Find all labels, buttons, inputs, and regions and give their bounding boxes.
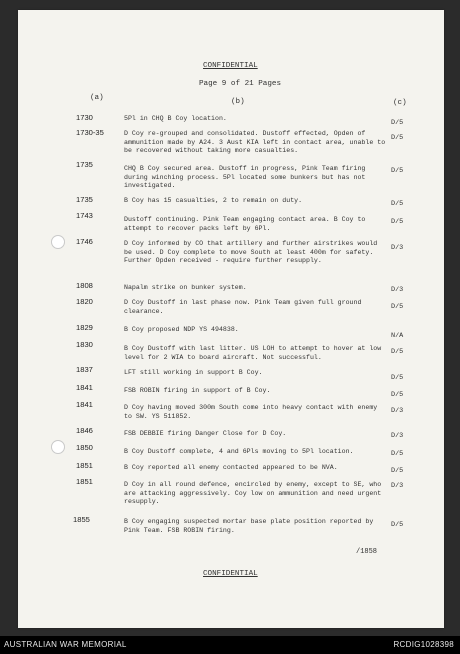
entry-ref: D/5 bbox=[391, 521, 404, 529]
entry-text: FSB DEBBIE firing Danger Close for D Coy. bbox=[124, 430, 287, 437]
entry-time: 1746 bbox=[76, 237, 93, 246]
entry-time: 1830 bbox=[76, 340, 93, 349]
entry-text: Napalm strike on bunker system. bbox=[124, 284, 247, 291]
entry-time: 1841 bbox=[76, 400, 93, 409]
entry-text: D Coy having moved 300m South come into heavy contact with enemy to SW. YS 511852. bbox=[124, 404, 378, 420]
entry-time: 1846 bbox=[76, 426, 93, 435]
entry-ref: N/A bbox=[391, 332, 404, 340]
entry-ref: D/3 bbox=[391, 244, 404, 252]
classification-bottom: CONFIDENTIAL bbox=[203, 570, 258, 578]
footer-source: AUSTRALIAN WAR MEMORIAL bbox=[4, 640, 127, 649]
entry-time: 1829 bbox=[76, 323, 93, 332]
entry-time: 1841 bbox=[76, 383, 93, 392]
entry-text: CHQ B Coy secured area. Dustoff in progress, Pink Team firing during winching process. 5Pl located some bunkers but has not investigated. bbox=[124, 165, 366, 190]
entry-time: 1735 bbox=[76, 160, 93, 169]
entry-time: 1837 bbox=[76, 365, 93, 374]
entry-ref: D/5 bbox=[391, 303, 404, 311]
entry-ref: D/5 bbox=[391, 348, 404, 356]
entry-text: B Coy proposed NDP YS 494838. bbox=[124, 326, 239, 333]
column-c-header: (c) bbox=[393, 99, 407, 107]
entry-text: 5Pl in CHQ B Coy location. bbox=[124, 115, 227, 122]
entry-time: 1730-35 bbox=[76, 128, 104, 137]
entry-ref: D/5 bbox=[391, 218, 404, 226]
entry-time: 1851 bbox=[76, 477, 93, 486]
entry-ref: D/5 bbox=[391, 450, 404, 458]
entry-ref: D/5 bbox=[391, 467, 404, 475]
entry-text: D Coy Dustoff in last phase now. Pink Team given full ground clearance. bbox=[124, 299, 362, 315]
entry-text: D Coy informed by CO that artillery and further airstrikes would be used. D Coy complete to move South at least 400m for safety. Further Opden received - require further resupply. bbox=[124, 240, 378, 265]
entry-ref: D/3 bbox=[391, 482, 404, 490]
entry-ref: D/5 bbox=[391, 391, 404, 399]
entry-ref: D/3 bbox=[391, 286, 404, 294]
entry-text: B Coy engaging suspected mortar base plate position reported by Pink Team. FSB ROBIN firing. bbox=[124, 518, 374, 534]
page-number: Page 9 of 21 Pages bbox=[199, 80, 282, 88]
entry-text: B Coy has 15 casualties, 2 to remain on duty. bbox=[124, 197, 303, 204]
footer-record-id: RCDIG1028398 bbox=[393, 640, 454, 649]
column-a-header: (a) bbox=[90, 94, 104, 102]
entry-ref: D/5 bbox=[391, 374, 404, 382]
entry-ref: D/5 bbox=[391, 200, 404, 208]
entry-time: 1855 bbox=[73, 515, 90, 524]
punch-hole bbox=[51, 440, 65, 454]
entry-ref: D/5 bbox=[391, 167, 404, 175]
entry-text: D Coy in all round defence, encircled by enemy, except to SE, who are attacking aggressively. Coy low on ammunition and need urgent resupply. bbox=[124, 481, 382, 506]
entry-time: 1820 bbox=[76, 297, 93, 306]
entry-text: LFT still working in support B Coy. bbox=[124, 369, 263, 376]
entry-ref: D/3 bbox=[391, 432, 404, 440]
archive-footer bbox=[0, 636, 460, 654]
entry-time: 1730 bbox=[76, 113, 93, 122]
classification-top: CONFIDENTIAL bbox=[203, 62, 258, 70]
entry-ref: D/5 bbox=[391, 134, 404, 142]
entry-text: B Coy Dustoff with last litter. US LOH to attempt to hover at low level for 2 WIA to board aircraft. Not successful. bbox=[124, 345, 382, 361]
entry-ref: D/3 bbox=[391, 407, 404, 415]
entry-text: B Coy reported all enemy contacted appeared to be NVA. bbox=[124, 464, 338, 471]
document-page bbox=[18, 10, 444, 628]
entry-text: B Coy Dustoff complete, 4 and 6Pls moving to 5Pl location. bbox=[124, 448, 354, 455]
entry-time: 1851 bbox=[76, 461, 93, 470]
entry-time: 1735 bbox=[76, 195, 93, 204]
entry-time: 1850 bbox=[76, 443, 93, 452]
entry-time: 1808 bbox=[76, 281, 93, 290]
entry-text: D Coy re-grouped and consolidated. Dustoff effected, Opden of ammunition made by A24. 3 Aust KIA left in contact area, unable to be recovered without taking more casualties. bbox=[124, 130, 386, 155]
entry-text: FSB ROBIN firing in support of B Coy. bbox=[124, 387, 271, 394]
continuation-marker: /1858 bbox=[356, 548, 378, 556]
entry-time: 1743 bbox=[76, 211, 93, 220]
punch-hole bbox=[51, 235, 65, 249]
entry-text: Dustoff continuing. Pink Team engaging contact area. B Coy to attempt to recover packs left by 6Pl. bbox=[124, 216, 366, 232]
entry-ref: D/5 bbox=[391, 119, 404, 127]
column-b-header: (b) bbox=[231, 98, 245, 106]
